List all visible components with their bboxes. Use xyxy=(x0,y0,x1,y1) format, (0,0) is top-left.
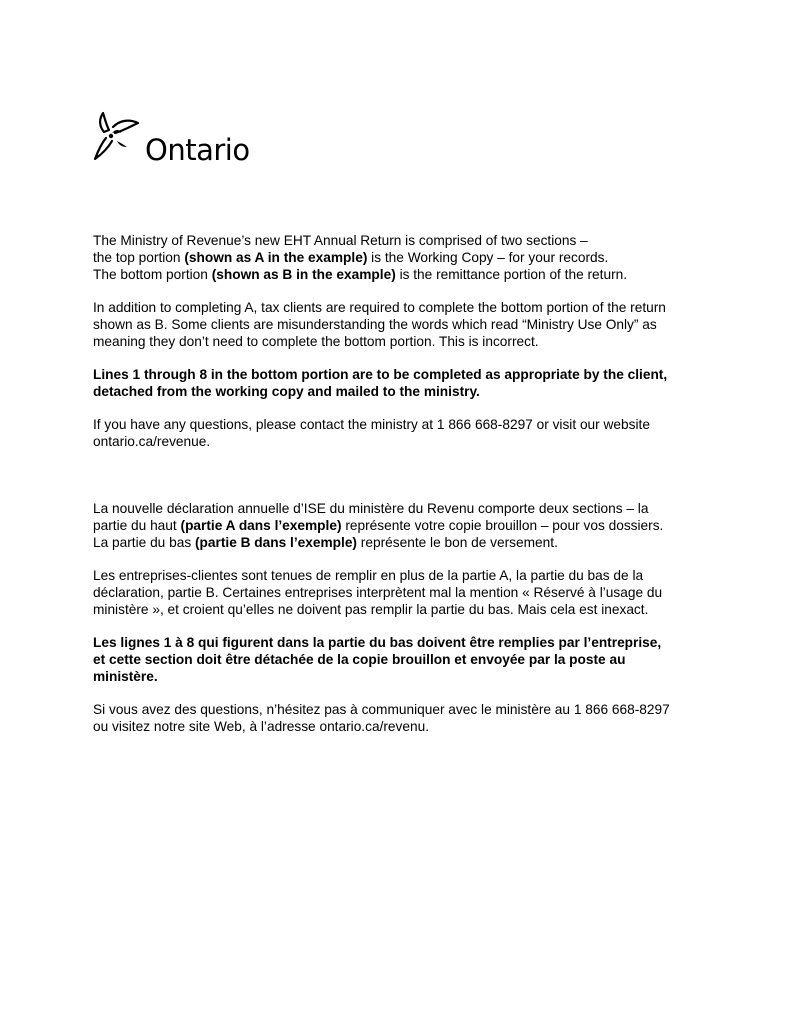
fr-paragraph-1 xyxy=(93,500,703,551)
text-line: If you have any questions, please contact the ministry at 1 866 668-8297 or visit our website xyxy=(93,417,650,432)
bold-text: (shown as A in the example) xyxy=(184,250,368,265)
text-span: The bottom portion xyxy=(93,267,212,282)
text-line: et cette section doit être détachée de la copie brouillon et envoyée par la poste au xyxy=(93,652,626,667)
text-line xyxy=(93,266,703,283)
text-line: ou visitez notre site Web, à l’adresse ontario.ca/revenu. xyxy=(93,719,430,734)
text-span: représente votre copie brouillon – pour vos dossiers. xyxy=(341,518,664,533)
text-span: is the remittance portion of the return. xyxy=(395,267,628,282)
text-span: is the Working Copy – for your records. xyxy=(367,250,609,265)
text-line: The Ministry of Revenue’s new EHT Annual Return is comprised of two sections – xyxy=(93,233,588,248)
text-line: meaning they don’t need to complete the bottom portion. This is incorrect. xyxy=(93,334,539,349)
bold-text: (partie A dans l’exemple) xyxy=(180,518,342,533)
trillium-icon xyxy=(93,111,143,163)
text-span: représente le bon de versement. xyxy=(357,535,558,550)
ontario-logo xyxy=(93,111,250,167)
text-span: partie du haut xyxy=(93,518,181,533)
text-line xyxy=(93,249,703,266)
fr-paragraph-4 xyxy=(93,701,703,735)
text-span: the top portion xyxy=(93,250,185,265)
bold-text: (shown as B in the example) xyxy=(211,267,396,282)
text-line: Lines 1 through 8 in the bottom portion are to be completed as appropriate by the client, xyxy=(93,367,668,382)
text-line: La nouvelle déclaration annuelle d’ISE du ministère du Revenu comporte deux sections – la xyxy=(93,501,649,516)
text-line: Les entreprises-clientes sont tenues de remplir en plus de la partie A, la partie du bas de la xyxy=(93,568,644,583)
text-line: Si vous avez des questions, n’hésitez pas à communiquer avec le ministère au 1 866 668-8297 xyxy=(93,702,670,717)
text-span: La partie du bas xyxy=(93,535,195,550)
text-line xyxy=(93,517,703,534)
text-line xyxy=(93,534,703,551)
fr-paragraph-3 xyxy=(93,634,703,685)
text-line: shown as B. Some clients are misunderstanding the words which read “Ministry Use Only” as xyxy=(93,317,657,332)
en-paragraph-3 xyxy=(93,366,703,400)
logo-wordmark: Ontario xyxy=(145,132,250,167)
text-line: detached from the working copy and mailed to the ministry. xyxy=(93,384,480,399)
en-paragraph-2 xyxy=(93,299,703,350)
en-paragraph-1 xyxy=(93,232,703,283)
fr-paragraph-2 xyxy=(93,567,703,618)
text-line: ministère », et croient qu’elles ne doivent pas remplir la partie du bas. Mais cela est inexact. xyxy=(93,602,649,617)
en-paragraph-4 xyxy=(93,416,703,450)
text-line: ontario.ca/revenue. xyxy=(93,434,211,449)
document-body xyxy=(93,232,703,735)
text-line: In addition to completing A, tax clients are required to complete the bottom portion of the return xyxy=(93,300,666,315)
text-line: ministère. xyxy=(93,669,158,684)
text-line: Les lignes 1 à 8 qui figurent dans la partie du bas doivent être remplies par l’entreprise, xyxy=(93,635,662,650)
bold-text: (partie B dans l’exemple) xyxy=(194,535,357,550)
text-line: déclaration, partie B. Certaines entreprises interprètent mal la mention « Réservé à l’usage du xyxy=(93,585,663,600)
